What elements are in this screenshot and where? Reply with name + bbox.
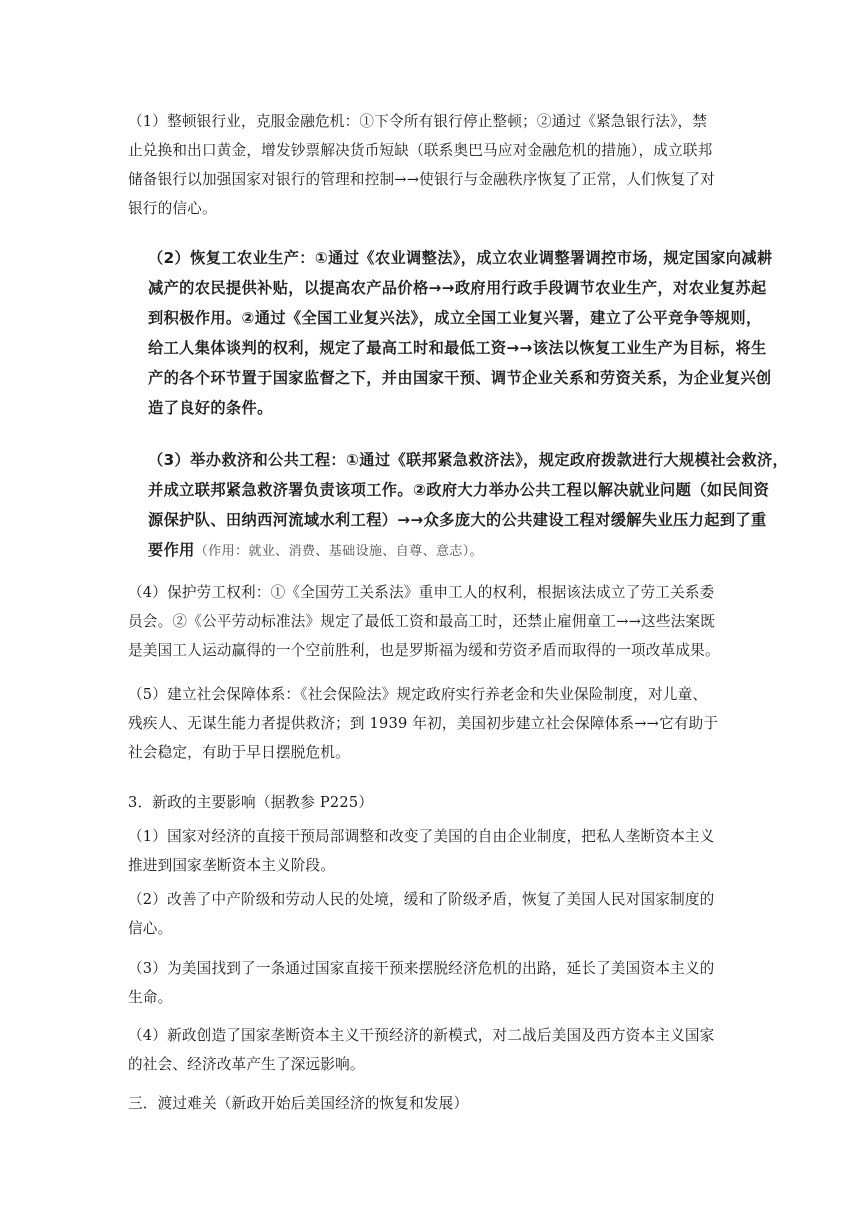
text-line: 源保护队、田纳西河流域水利工程）→→众多庞大的公共建设工程对缓解失业压力起到了重 xyxy=(148,511,767,529)
text-line: （4）新政创造了国家垄断资本主义干预经济的新模式，对二战后美国及西方资本主义国家 xyxy=(128,1027,715,1044)
text-line: 生命。 xyxy=(128,989,173,1006)
paragraph-impact-4 xyxy=(128,1021,740,1079)
text-line: （5）建立社会保障体系：《社会保险法》规定政府实行养老金和失业保险制度，对儿童、 xyxy=(128,686,708,703)
text-line: 减产的农民提供补贴，以提高农产品价格→→政府用行政手段调节农业生产，对农业复苏起 xyxy=(148,279,767,297)
paragraph-impact-1 xyxy=(128,822,740,880)
text-line: 造了良好的条件。 xyxy=(148,399,273,417)
text-line: （2）改善了中产阶级和劳动人民的处境，缓和了阶级矛盾，恢复了美国人民对国家制度的 xyxy=(128,891,715,908)
text-line: 社会稳定，有助于早日摆脱危机。 xyxy=(128,744,350,761)
text-line: （2）恢复工农业生产：①通过《农业调整法》，成立农业调整署调控市场，规定国家向减耕 xyxy=(148,249,773,267)
text-line: 残疾人、无谋生能力者提供救济；到 1939 年初，美国初步建立社会保障体系→→它有助于 xyxy=(128,715,719,732)
text-line: 的社会、经济改革产生了深远影响。 xyxy=(128,1056,365,1073)
text-line: 推进到国家垄断资本主义阶段。 xyxy=(128,857,336,874)
text-line: 3．新政的主要影响（据教参 P225） xyxy=(128,794,374,811)
text-line: 是美国工人运动赢得的一个空前胜利，也是罗斯福为缓和劳资矛盾而取得的一项改革成果。 xyxy=(128,642,720,659)
text-line-main: 要作用 xyxy=(148,541,195,559)
heading-new-deal-impact xyxy=(128,788,740,817)
text-line: 到积极作用。②通过《全国工业复兴法》，成立全国工业复兴署，建立了公平竞争等规则， xyxy=(148,309,762,327)
text-line: 止兑换和出口黄金，增发钞票解决货币短缺（联系奥巴马应对金融危机的措施），成立联邦 xyxy=(128,142,713,159)
text-line: 三．渡过难关（新政开始后美国经济的恢复和发展） xyxy=(128,1095,469,1112)
text-line: （1）国家对经济的直接干预局部调整和改变了美国的自由企业制度，把私人垄断资本主义 xyxy=(128,828,715,845)
paragraph-social-security xyxy=(128,680,740,767)
text-line: 给工人集体谈判的权利，规定了最高工时和最低工资→→该法以恢复工业生产为目标，将生 xyxy=(148,339,767,357)
text-line: 并成立联邦紧急救济署负责该项工作。②政府大力举办公共工程以解决就业问题（如民间资 xyxy=(148,481,770,499)
heading-overcoming-crisis xyxy=(128,1089,740,1118)
paragraph-labor-rights xyxy=(128,578,740,665)
text-line xyxy=(148,535,758,567)
text-line: 银行的信心。 xyxy=(128,200,217,217)
paragraph-relief-public-works xyxy=(148,445,789,567)
text-line: （3）为美国找到了一条通过国家直接干预来摆脱经济危机的出路，延长了美国资本主义的 xyxy=(128,960,715,977)
text-line: （4）保护劳工权利：①《全国劳工关系法》重申工人的权利，根据该法成立了劳工关系委 xyxy=(128,584,715,601)
text-line: 产的各个环节置于国家监督之下，并由国家干预、调节企业关系和劳资关系，为企业复兴创 xyxy=(148,369,772,387)
text-line: 员会。②《公平劳动标准法》规定了最低工资和最高工时，还禁止雇佣童工→→这些法案既 xyxy=(128,613,716,630)
text-line: 储备银行以加强国家对银行的管理和控制→→使银行与金融秩序恢复了正常，人们恢复了对 xyxy=(128,171,716,188)
text-line: （3）举办救济和公共工程：①通过《联邦紧急救济法》，规定政府拨款进行大规模社会救济， xyxy=(148,451,789,469)
handwritten-note: （作用：就业、消费、基础设施、自尊、意志）。 xyxy=(194,544,484,559)
text-line: （1）整顿银行业，克服金融危机：①下令所有银行停止整顿；②通过《紧急银行法》，禁 xyxy=(128,113,708,130)
paragraph-production-recovery xyxy=(148,243,773,423)
paragraph-impact-3 xyxy=(128,954,740,1012)
paragraph-impact-2 xyxy=(128,885,740,943)
paragraph-banking-reform xyxy=(128,107,740,223)
text-line: 信心。 xyxy=(128,920,173,937)
